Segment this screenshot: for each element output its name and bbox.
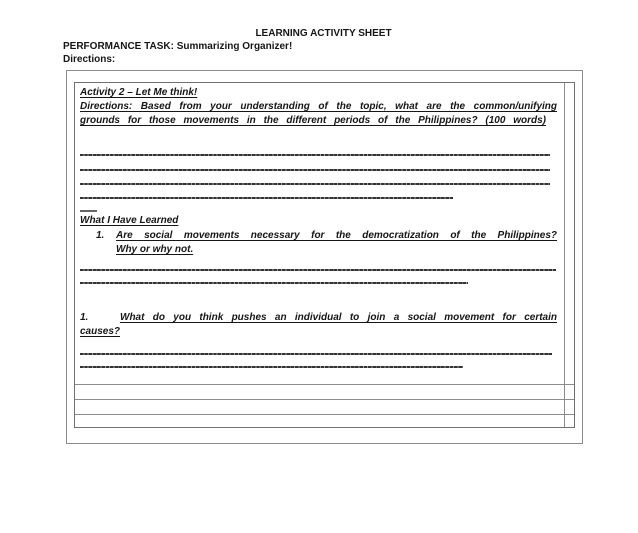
question-2-number: 1. — [80, 312, 89, 323]
answer-line-stub — [80, 210, 97, 212]
answer-line — [80, 269, 556, 271]
table-row-border — [75, 414, 574, 415]
page-title: LEARNING ACTIVITY SHEET — [255, 28, 392, 39]
table-row-border — [75, 399, 574, 400]
answer-line — [80, 197, 453, 199]
answer-line — [80, 169, 550, 171]
question-2-line-2: causes? — [80, 326, 121, 337]
answer-line — [80, 282, 468, 284]
question-2-line-1: What do you think pushes an individual to join a social movement for certain — [120, 312, 557, 323]
question-1-number: 1. — [96, 230, 105, 241]
activity-directions-line-1: Directions: Based from your understanding of the topic, what are the common/unifying — [80, 101, 557, 112]
performance-task-heading: PERFORMANCE TASK: Summarizing Organizer! — [63, 41, 293, 52]
question-1-line-1: Are social movements necessary for the democratization of the Philippines? — [116, 230, 557, 241]
activity-title: Activity 2 – Let Me think! — [80, 87, 198, 98]
table-column-divider — [564, 83, 565, 427]
answer-line — [80, 353, 552, 355]
answer-line — [80, 154, 550, 156]
activity-directions-line-2: grounds for those movements in the different periods of the Philippines? (100 words) — [80, 115, 546, 126]
what-i-have-learned-heading: What I Have Learned — [80, 215, 179, 226]
answer-line — [80, 183, 550, 185]
directions-label: Directions: — [63, 54, 116, 65]
answer-line — [80, 366, 463, 368]
question-1-line-2: Why or why not. — [116, 244, 194, 255]
table-row-border — [75, 384, 574, 385]
